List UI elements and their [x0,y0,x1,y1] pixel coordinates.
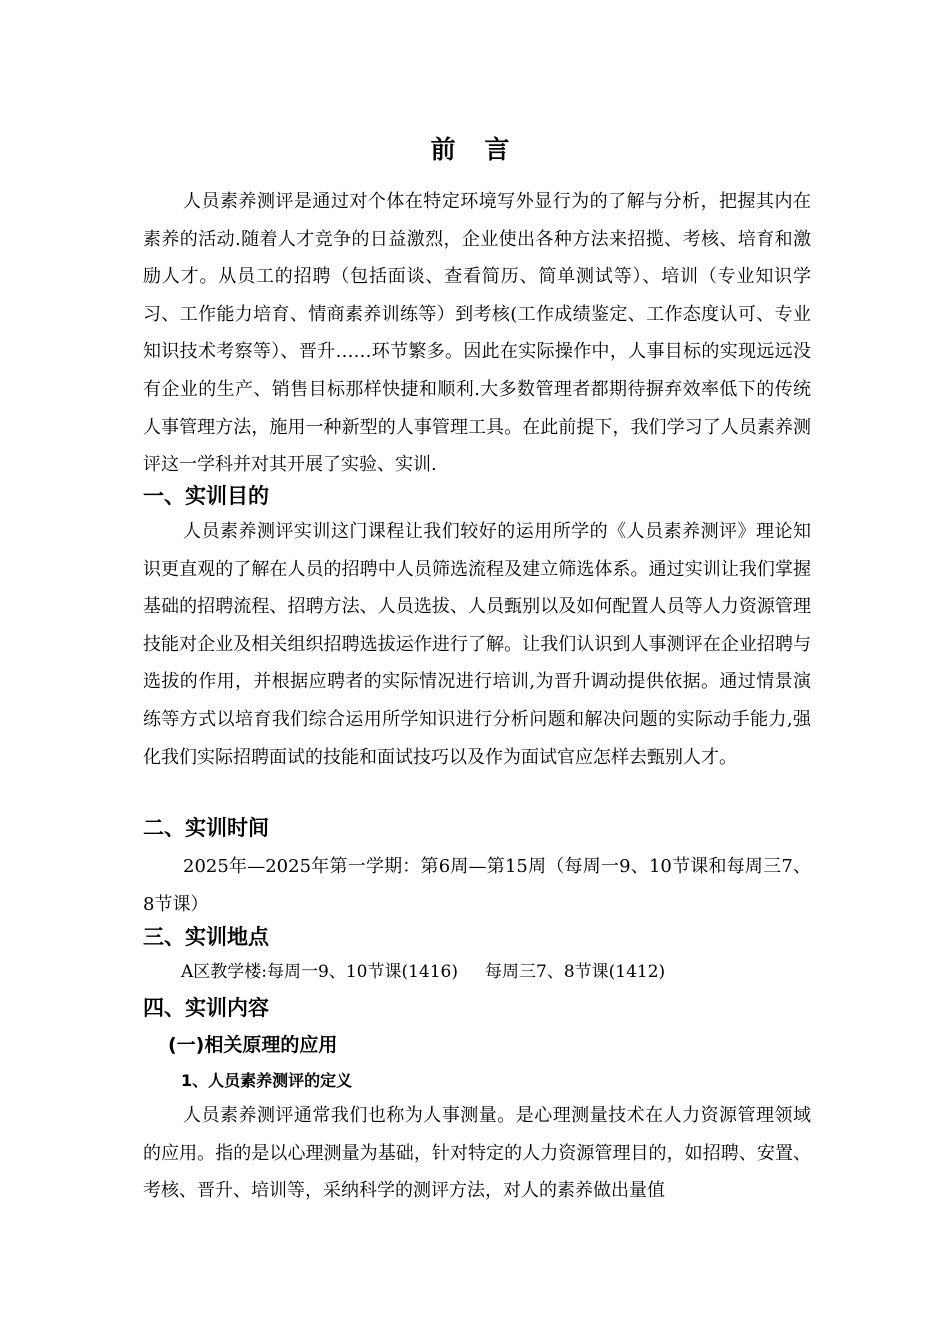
page-title: 前 言 [430,135,520,164]
section-body-location: A区教学楼:每周一9、10节课(1416) 每周三7、8节课(1412) [181,962,666,982]
section-heading-location: 三、实训地点 [143,925,269,949]
section-heading-purpose: 一、实训目的 [143,484,269,508]
subsection-heading: (一)相关原理的应用 [168,1034,338,1056]
section-heading-content: 四、实训内容 [143,996,269,1020]
section-body-content: 人员素养测评通常我们也称为人事测量。是心理测量技术在人力资源管理领域的应用。指的是以心理测量为基础，针对特定的人力资源管理目的，如招聘、安置、考核、晋升、培训等，采纳科学的测评方法，对人的素养做出量值 [143,1105,811,1202]
section-body-time: 2025年—2025年第一学期：第6周—第15周（每周一9、10节课和每周三7、8节课） [143,856,811,915]
preface-paragraph: 人员素养测评是通过对个体在特定环境写外显行为的了解与分析，把握其内在素养的活动.随着人才竞争的日益激烈，企业使出各种方法来招揽、考核、培育和激励人才。从员工的招聘（包括面谈、查看简历、简单测试等）、培训（专业知识学习、工作能力培育、情商素养训练等）到考核(工作成绩鉴定、工作态度认可、专业知识技术考察等）、晋升……环节繁多。因此在实际操作中，人事目标的实现远远没有企业的生产、销售目标那样快捷和顺利.大多数管理者都期待摒弃效率低下的传统人事管理方法，施用一种新型的人事管理工具。在此前提下，我们学习了人员素养测评这一学科并对其开展了实验、实训. [143,191,811,476]
section-heading-time: 二、实训时间 [143,816,269,840]
subsubsection-heading: 1、人员素养测评的定义 [181,1071,353,1090]
section-body-purpose: 人员素养测评实训这门课程让我们较好的运用所学的《人员素养测评》理论知识更直观的了解在人员的招聘中人员筛选流程及建立筛选体系。通过实训让我们掌握基础的招聘流程、招聘方法、人员选拔、人员甄别以及如何配置人员等人力资源管理技能对企业及相关组织招聘选拔运作进行了解。让我们认识到人事测评在企业招聘与选拔的作用，并根据应聘者的实际情况进行培训,为晋升调动提供依据。通过情景演练等方式以培育我们综合运用所学知识进行分析问题和解决问题的实际动手能力,强化我们实际招聘面试的技能和面试技巧以及作为面试官应怎样去甄别人才。 [143,521,811,768]
